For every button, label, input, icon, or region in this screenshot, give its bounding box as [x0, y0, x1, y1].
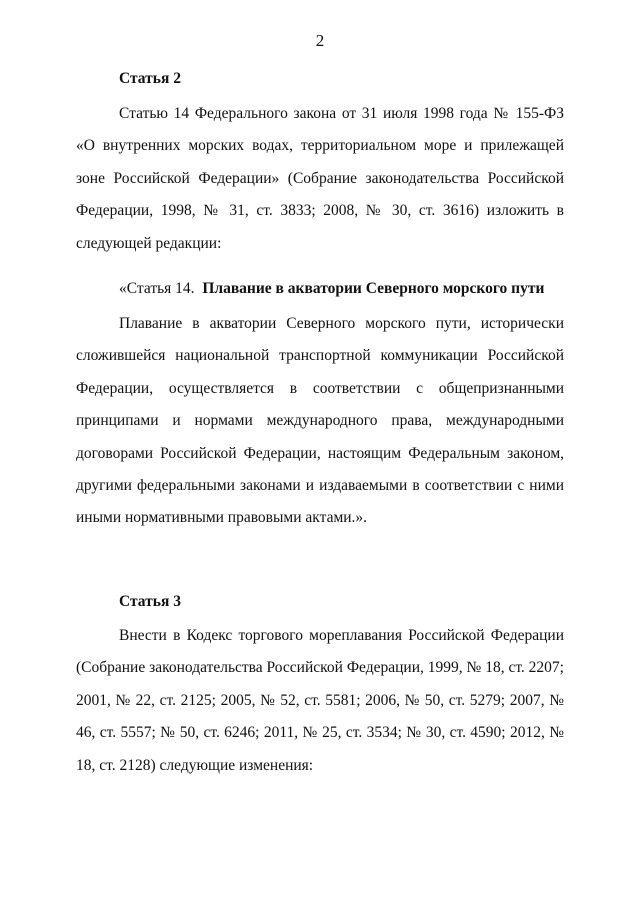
- article-3-text: Внести в Кодекс торгового мореплавания Российской Федерации (Собрание законодательства Российской Федерации, 1999, № 18, ст. 2207; 2001, № 22, ст. 2125; 2005, № 52, ст. 5581; 2006, № 50, ст. 5279; 2007, № 46, ст. 5557; № 50, ст. 6246; 2011, № 25, ст. 3534; № 30, ст. 4590; 2012, № 18, ст. 2128) следующие изменения:: [76, 627, 564, 774]
- page-number: 2: [315, 31, 325, 50]
- article-14-title-line: [119, 280, 544, 298]
- article-2-text: Статью 14 Федерального закона от 31 июля 1998 года № 155-ФЗ «О внутренних морских водах, территориальном море и прилежащей зоне Российской Федерации» (Собрание законодательства Российской Федерации, 1998, № 31, ст. 3833; 2008, № 30, ст. 3616) изложить в следующей редакции:: [76, 105, 564, 252]
- article-14-quote-title: Плавание в акватории Северного морского пути: [202, 280, 545, 297]
- article-14-text: Плавание в акватории Северного морского пути, исторически сложившейся национальной транспортной коммуникации Российской Федерации, осуществляется в соответствии с общепризнанными принципами и нормами международного права, международными договорами Российской Федерации, настоящим Федеральным законом, другими федеральными законами и издаваемыми в соответствии с ними иными нормативными правовыми актами.».: [76, 315, 564, 527]
- article-3-heading: Статья 3: [119, 593, 181, 610]
- article-14-quote-lead: «Статья 14.: [119, 280, 195, 297]
- article-2-heading: Статья 2: [119, 70, 181, 87]
